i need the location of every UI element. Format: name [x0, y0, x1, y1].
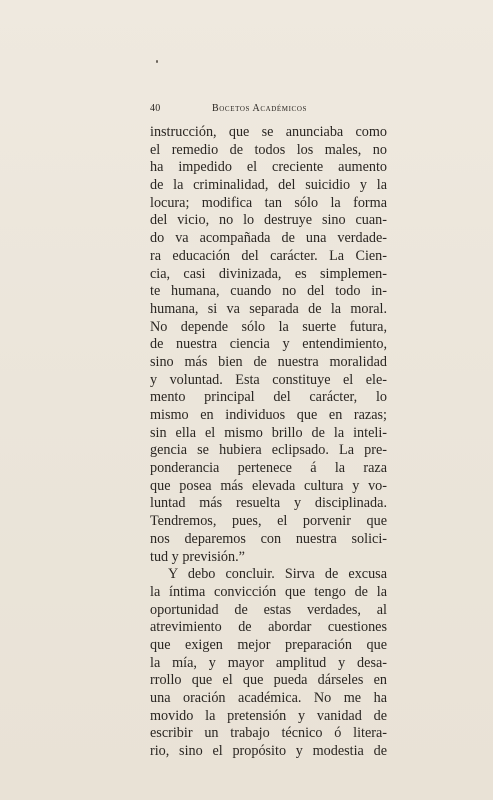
- text-line: del vicio, no lo destruye sino cuan-: [150, 212, 387, 229]
- text-line: ra educación del carácter. La Cien-: [150, 247, 387, 264]
- text-line: atrevimiento de abordar cuestiones: [150, 619, 387, 636]
- text-line: rrollo que el que pueda dárseles en: [150, 672, 387, 689]
- text-line: luntad más resuelta y disciplinada.: [150, 495, 387, 512]
- text-line: sino más bien de nuestra moralidad: [150, 353, 387, 370]
- text-line: el remedio de todos los males, no: [150, 141, 387, 158]
- text-line: locura; modifica tan sólo la forma: [150, 194, 387, 211]
- text-line: humana, si va separada de la moral.: [150, 300, 387, 317]
- text-line: ha impedido el creciente aumento: [150, 159, 387, 176]
- text-line: cia, casi divinizada, es simplemen-: [150, 265, 387, 282]
- text-line: que posea más elevada cultura y vo-: [150, 477, 387, 494]
- text-line: escribir un trabajo técnico ó litera-: [150, 725, 387, 742]
- ink-speck: [156, 60, 158, 63]
- text-line: No depende sólo la suerte futura,: [150, 318, 387, 335]
- text-line: gencia se hubiera eclipsado. La pre-: [150, 442, 387, 459]
- running-head: Bocetos Académicos: [212, 103, 307, 114]
- page-header: [150, 103, 390, 117]
- text-line: te humana, cuando no del todo in-: [150, 283, 387, 300]
- text-line: de nuestra ciencia y entendimiento,: [150, 336, 387, 353]
- text-line: y voluntad. Esta constituye el ele-: [150, 371, 387, 388]
- paragraph-end-line: tud y previsión.”: [150, 548, 245, 565]
- text-line: movido la pretensión y vanidad de: [150, 707, 387, 724]
- text-line: mismo en individuos que en razas;: [150, 407, 387, 423]
- text-line: la mía, y mayor amplitud y desa-: [150, 654, 387, 671]
- text-line: instrucción, que se anunciaba como: [150, 124, 387, 140]
- text-line: mento principal del carácter, lo: [150, 389, 387, 406]
- text-line: una oración académica. No me ha: [150, 690, 387, 706]
- text-line: rio, sino el propósito y modestia de: [150, 743, 387, 760]
- text-line: do va acompañada de una verdade-: [150, 230, 387, 247]
- paragraph-start-line: Y debo concluir. Sirva de excusa: [168, 566, 387, 583]
- page-number: 40: [150, 103, 161, 114]
- text-line: ponderancia pertenece á la raza: [150, 460, 387, 477]
- body-text: [150, 124, 387, 761]
- text-line: la íntima convicción que tengo de la: [150, 583, 387, 600]
- text-line: oportunidad de estas verdades, al: [150, 601, 387, 618]
- text-line: que exigen mejor preparación que: [150, 636, 387, 653]
- text-line: sin ella el mismo brillo de la inteli-: [150, 424, 387, 441]
- text-line: Tendremos, pues, el porvenir que: [150, 513, 387, 530]
- text-line: de la criminalidad, del suicidio y la: [150, 177, 387, 194]
- text-line: nos deparemos con nuestra solici-: [150, 530, 387, 547]
